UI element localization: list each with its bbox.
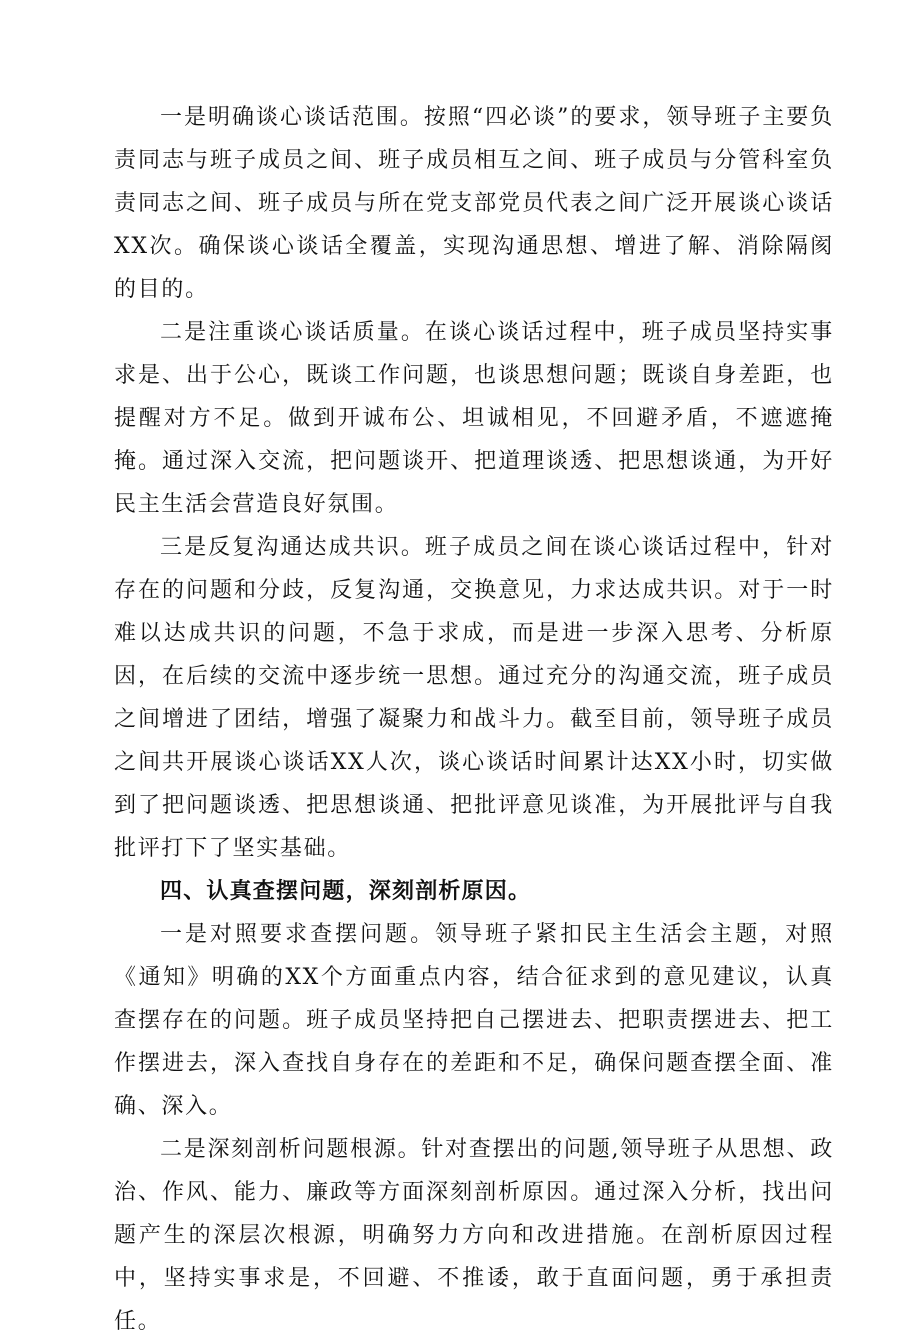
paragraph-talk-quality: 二是注重谈心谈话质量。在谈心谈话过程中，班子成员坚持实事求是、出于公心，既谈工作问题，也谈思想问题；既谈自身差距，也提醒对方不足。做到开诚布公、坦诚相见，不回避矛盾，不遮遮掩掩。通过深入交流，把问题谈开、把道理谈透、把思想谈通，为开好民主生活会营造良好氛围。: [114, 320, 834, 517]
paragraph-consensus: 三是反复沟通达成共识。班子成员之间在谈心谈话过程中，针对存在的问题和分歧，反复沟通，交换意见，力求达成共识。对于一时难以达成共识的问题，不急于求成，而是进一步深入思考、分析原因，在后续的交流中逐步统一思想。通过充分的沟通交流，班子成员之间增进了团结，增强了凝聚力和战斗力。截至目前，领导班子成员之间共开展谈心谈话XX人次，谈心谈话时间累计达XX小时，切实做到了把问题谈透、把思想谈通、把批评意见谈准，为开展批评与自我批评打下了坚实基础。: [114, 535, 834, 861]
paragraph-check-problems: 一是对照要求查摆问题。领导班子紧扣民主生活会主题，对照《通知》明确的XX个方面重点内容，结合征求到的意见建议，认真查摆存在的问题。班子成员坚持把自己摆进去、把职责摆进去、把工作摆进去，深入查找自身存在的差距和不足，确保问题查摆全面、准确、深入。: [114, 922, 834, 1119]
document-body: [114, 96, 834, 1343]
section-heading-four: 四、认真查摆问题，深刻剖析原因。: [160, 879, 532, 904]
paragraph-talk-scope: 一是明确谈心谈话范围。按照“四必谈”的要求，领导班子主要负责同志与班子成员之间、班子成员相互之间、班子成员与分管科室负责同志之间、班子成员与所在党支部党员代表之间广泛开展谈心谈话XX次。确保谈心谈话全覆盖，实现沟通思想、增进了解、消除隔阂的目的。: [114, 105, 834, 302]
paragraph-analyze-causes: 二是深刻剖析问题根源。针对查摆出的问题,领导班子从思想、政治、作风、能力、廉政等方面深刻剖析原因。通过深入分析，找出问题产生的深层次根源，明确努力方向和改进措施。在剖析原因过程中，坚持实事求是，不回避、不推诿，敢于直面问题，勇于承担责任。: [114, 1137, 834, 1334]
